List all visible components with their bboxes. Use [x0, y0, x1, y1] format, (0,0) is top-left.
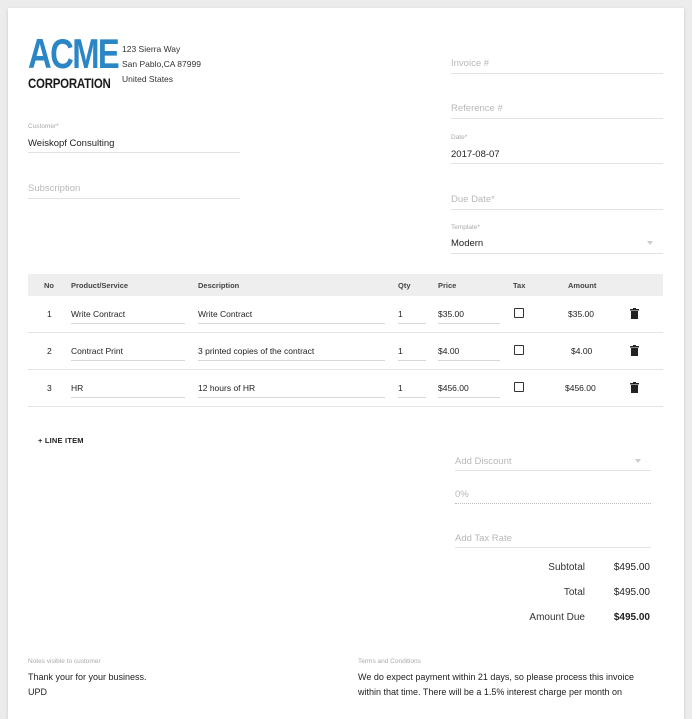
amount-due-label: Amount Due: [529, 612, 585, 623]
terms-line: within that time. There will be a 1.5% interest charge per month on: [358, 687, 622, 697]
product-input[interactable]: [71, 306, 185, 324]
row-number: 2: [47, 346, 52, 356]
template-label: Template*: [451, 224, 480, 231]
description-input[interactable]: [198, 343, 385, 361]
row-amount: $456.00: [565, 383, 596, 393]
address-line: San Pablo,CA 87999: [122, 59, 201, 69]
discount-placeholder: Add Discount: [455, 456, 512, 467]
tax-rate-field[interactable]: [455, 529, 651, 548]
product-input[interactable]: [71, 380, 185, 398]
col-amount-header: Amount: [568, 281, 597, 290]
terms-label: Terms and Conditions: [358, 658, 421, 665]
notes-line: UPD: [28, 687, 48, 697]
subtotal-value: $495.00: [613, 562, 650, 573]
address-line: United States: [122, 74, 174, 84]
terms-textarea[interactable]: [358, 670, 676, 700]
notes-textarea[interactable]: [28, 670, 328, 700]
invoice-number-placeholder: Invoice #: [451, 58, 490, 69]
logo-acme-text: ACME: [28, 30, 119, 77]
col-product-header: Product/Service: [71, 281, 129, 290]
col-qty-header: Qty: [398, 281, 411, 290]
company-logo: [28, 30, 119, 91]
description-value: 12 hours of HR: [198, 383, 256, 393]
reference-number-placeholder: Reference #: [451, 103, 503, 114]
price-input[interactable]: [438, 380, 500, 398]
price-value: $35.00: [438, 309, 464, 319]
subscription-placeholder: Subscription: [28, 183, 81, 194]
customer-label: Customer*: [28, 123, 59, 130]
qty-input[interactable]: [398, 380, 426, 398]
amount-due-value: $495.00: [613, 612, 650, 623]
qty-value: 1: [398, 309, 403, 319]
price-input[interactable]: [438, 306, 500, 324]
product-input[interactable]: [71, 343, 185, 361]
chevron-down-icon: [647, 241, 653, 245]
total-value: $495.00: [613, 587, 650, 598]
tax-rate-placeholder: Add Tax Rate: [455, 533, 512, 544]
col-tax-header: Tax: [513, 281, 526, 290]
product-value: Write Contract: [71, 309, 126, 319]
notes-line: Thank your for your business.: [28, 672, 147, 682]
product-value: HR: [71, 383, 84, 393]
terms-line: We do expect payment within 21 days, so please process this invoice: [358, 672, 634, 682]
table-row: [28, 370, 663, 407]
tax-checkbox[interactable]: [514, 382, 524, 392]
price-value: $4.00: [438, 346, 460, 356]
due-date-placeholder: Due Date*: [451, 194, 495, 205]
notes-label: Notes visible to customer: [28, 658, 101, 665]
qty-input[interactable]: [398, 343, 426, 361]
col-no-header: No: [44, 281, 54, 290]
discount-percent-field[interactable]: [455, 485, 651, 504]
template-value: Modern: [451, 238, 484, 249]
description-input[interactable]: [198, 380, 385, 398]
description-input[interactable]: [198, 306, 385, 324]
discount-percent-value: 0%: [455, 489, 469, 500]
date-field[interactable]: [451, 134, 663, 164]
customer-field[interactable]: [28, 123, 240, 153]
subtotal-label: Subtotal: [548, 562, 585, 573]
qty-value: 1: [398, 383, 403, 393]
row-amount: $35.00: [568, 309, 594, 319]
trash-icon[interactable]: [630, 345, 639, 356]
trash-icon[interactable]: [630, 382, 639, 393]
discount-select[interactable]: [455, 452, 651, 471]
company-address: [122, 42, 201, 87]
template-select[interactable]: [451, 224, 663, 254]
add-line-item-button[interactable]: + LINE ITEM: [38, 436, 84, 445]
product-value: Contract Print: [71, 346, 123, 356]
address-line: 123 Sierra Way: [122, 44, 181, 54]
description-value: 3 printed copies of the contract: [198, 346, 315, 356]
reference-number-field[interactable]: [451, 99, 663, 119]
date-label: Date*: [451, 134, 468, 141]
due-date-field[interactable]: [451, 190, 663, 210]
date-value: 2017-08-07: [451, 149, 500, 160]
table-row: [28, 333, 663, 370]
invoice-card: [8, 8, 684, 719]
row-number: 1: [47, 309, 52, 319]
tax-checkbox[interactable]: [514, 308, 524, 318]
subscription-field[interactable]: [28, 179, 240, 199]
row-amount: $4.00: [571, 346, 593, 356]
row-number: 3: [47, 383, 52, 393]
col-price-header: Price: [438, 281, 457, 290]
description-value: Write Contract: [198, 309, 253, 319]
col-description-header: Description: [198, 281, 240, 290]
table-row: [28, 296, 663, 333]
customer-value: Weiskopf Consulting: [28, 138, 115, 149]
price-value: $456.00: [438, 383, 469, 393]
total-label: Total: [563, 587, 585, 598]
qty-input[interactable]: [398, 306, 426, 324]
line-items-header: [28, 274, 663, 296]
qty-value: 1: [398, 346, 403, 356]
logo-corporation-text: CORPORATION: [28, 75, 111, 91]
trash-icon[interactable]: [630, 308, 639, 319]
price-input[interactable]: [438, 343, 500, 361]
tax-checkbox[interactable]: [514, 345, 524, 355]
invoice-number-field[interactable]: [451, 54, 663, 74]
chevron-down-icon: [635, 459, 641, 463]
